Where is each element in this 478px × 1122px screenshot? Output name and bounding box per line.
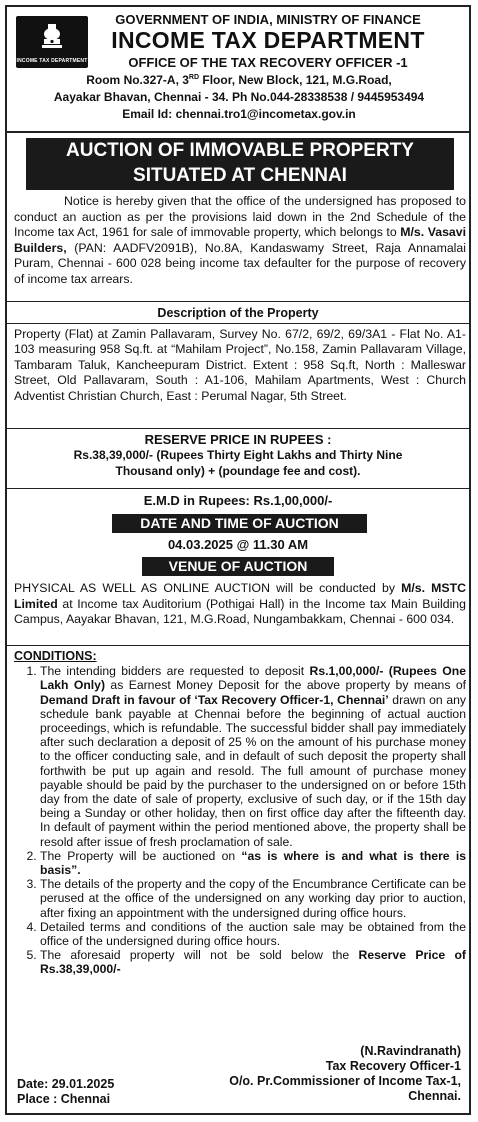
address-line-1: Room No.327-A, 3RD Floor, New Block, 121, M.G.Road,	[86, 73, 392, 87]
property-description: Property (Flat) at Zamin Pallavaram, Survey No. 67/2, 69/2, 69/3A1 - Flat No. A1-103 measuring 958 Sq.ft. at “Mahilam Project”, No.158, Zamin Pallavaram Village, Tambaram Taluk, Kancheepuram District. Extent : 958 Sq.ft, North : Malleswar Street, Old Pallavaram, South : A1-106, Mahilam Apartments, West : Church Adventist Christian Church, East : Perumal Nagar, 5th Street.	[14, 327, 466, 403]
divider	[7, 488, 469, 489]
signature-block	[229, 1044, 461, 1104]
emblem-logo	[16, 16, 88, 68]
office-name: OFFICE OF THE TAX RECOVERY OFFICER -1	[128, 55, 408, 70]
signatory-name: (N.Ravindranath)	[360, 1044, 461, 1058]
venue-paragraph: PHYSICAL AS WELL AS ONLINE AUCTION will be conducted by M/s. MSTC Limited at Income tax Auditorium (Pothigai Hall) in the Income tax Main Building Campus, Aayakar Bhavan, 121, M.G.Road, Nungambakkam, Chennai - 600 034.	[14, 581, 466, 627]
condition-item: 2. The Property will be auctioned on “as is where is and what is there is basis”.	[40, 849, 466, 877]
notice-date: Date: 29.01.2025	[17, 1077, 115, 1091]
notice-title: AUCTION OF IMMOVABLE PROPERTY SITUATED AT CHENNAI	[26, 138, 454, 190]
emd-amount: E.M.D in Rupees: Rs.1,00,000/-	[143, 493, 333, 508]
signatory-city: Chennai.	[408, 1089, 461, 1103]
reserve-price-line-1: Rs.38,39,000/- (Rupees Thirty Eight Lakhs and Thirty Nine	[73, 448, 403, 462]
divider	[7, 645, 469, 646]
venue-heading: VENUE OF AUCTION	[142, 557, 334, 576]
conditions-section	[14, 649, 466, 977]
address-line-2: Aayakar Bhavan, Chennai - 34. Ph No.044-28338538 / 9445953494	[53, 90, 425, 104]
notice-frame	[5, 5, 471, 1115]
emblem-caption: INCOME TAX DEPARTMENT	[16, 58, 88, 64]
letterhead	[7, 7, 469, 133]
defaulter-name: M/s. Vasavi Builders,	[14, 225, 466, 255]
ministry-line: GOVERNMENT OF INDIA, MINISTRY OF FINANCE	[115, 12, 421, 27]
email-line: Email Id: chennai.tro1@incometax.gov.in	[122, 107, 356, 121]
notice-place: Place : Chennai	[17, 1092, 111, 1106]
description-heading: Description of the Property	[157, 306, 319, 320]
condition-item: 1. The intending bidders are requested to deposit Rs.1,00,000/- (Rupees One Lakh Only) as Earnest Money Deposit for the above property by means of Demand Draft in favour of ‘Tax Recovery Officer-1, Chennai’ drawn on any schedule bank payable at Chennai before the beginning of actual auction proceedings, which is refundable. The successful bidder shall pay immediately after such declaration a deposit of 25 % on the amount of his purchase money to the officer conducting sale, and in default of such deposit the property shall forthwith be put up again and resold. The full amount of purchase money payable should be paid by the purchaser to the undersigned on or before 15th day from the date of sale of property, exclusive of such day, or if the 15th day being a Sunday or other holiday, then on first office day after the fifteenth day. In default of payment within the period mentioned above, the property shall be resold after issue of fresh proclamation of sale.	[40, 664, 466, 849]
notice-paragraph: Notice is hereby given that the office of the undersigned has proposed to conduct an auction as per the provisions laid down in the 2nd Schedule of the Income tax Act, 1961 for sale of immovable property, which belongs to M/s. Vasavi Builders, (PAN: AADFV2091B), No.8A, Kandaswamy Street, Raja Annamalai Puram, Chennai - 600 028 being income tax defaulter for the purpose of recovery of income tax arrears.	[14, 194, 466, 286]
signatory-designation: Tax Recovery Officer-1	[325, 1059, 461, 1073]
condition-item: 3. The details of the property and the copy of the Encumbrance Certificate can be perused at the office of the undersigned on any working day prior to auction, after fixing an appointment with the undersigned during office hours.	[40, 877, 466, 920]
signatory-office: O/o. Pr.Commissioner of Income Tax-1,	[229, 1074, 461, 1088]
conditions-list	[14, 664, 466, 976]
reserve-price-heading: RESERVE PRICE IN RUPEES :	[144, 432, 332, 447]
auction-date-value: 04.03.2025 @ 11.30 AM	[167, 537, 309, 552]
divider	[7, 428, 469, 429]
condition-item: 4. Detailed terms and conditions of the auction sale may be obtained from the office of the undersigned during office hours.	[40, 920, 466, 948]
lion-capital-icon	[38, 22, 66, 52]
reserve-price-line-2: Thousand only) + (poundage fee and cost).	[115, 464, 361, 478]
department-name: INCOME TAX DEPARTMENT	[111, 27, 425, 53]
conditions-heading: CONDITIONS:	[14, 649, 97, 663]
auction-date-heading: DATE AND TIME OF AUCTION	[112, 514, 367, 533]
divider	[7, 301, 469, 302]
auctioneer-name: M/s. MSTC Limited	[14, 581, 466, 611]
condition-item: 5. The aforesaid property will not be sold below the Reserve Price of Rs.38,39,000/-	[40, 948, 466, 976]
divider	[7, 323, 469, 324]
date-place-block	[17, 1077, 114, 1107]
